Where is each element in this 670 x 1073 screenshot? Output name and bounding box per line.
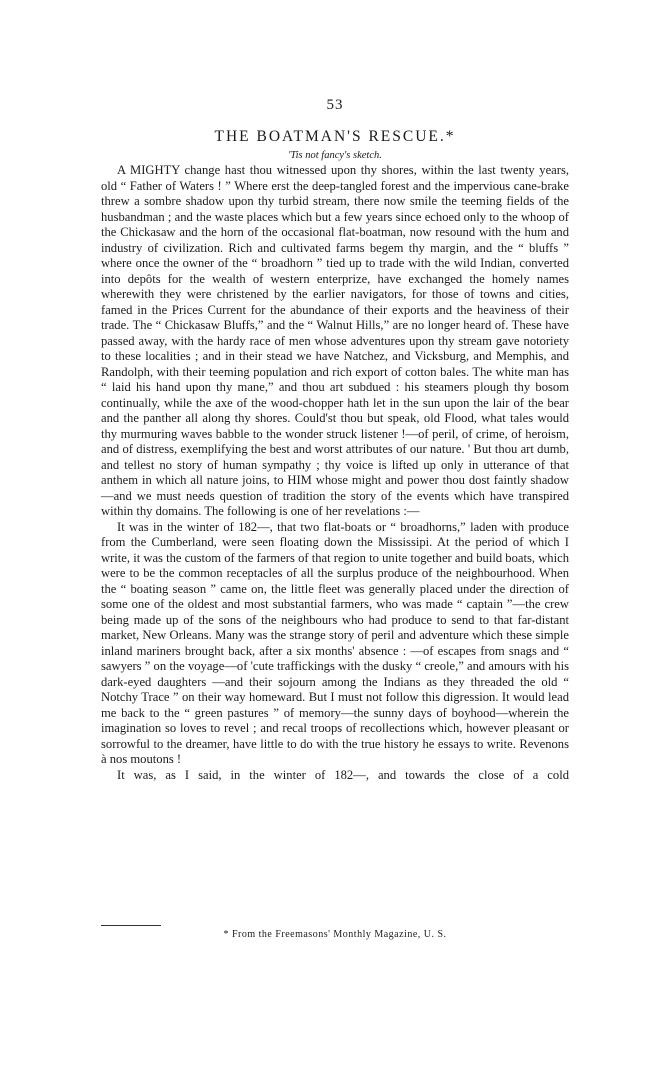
footnote: * From the Freemasons' Monthly Magazine, U. S. bbox=[223, 929, 447, 940]
chapter-title: THE BOATMAN'S RESCUE.* bbox=[214, 128, 456, 145]
paragraph: It was, as I said, in the winter of 182—, and towards the close of a cold bbox=[117, 767, 569, 782]
page-number: 53 bbox=[326, 97, 344, 113]
epigraph: 'Tis not fancy's sketch. bbox=[288, 150, 382, 161]
footnote-rule bbox=[101, 925, 161, 926]
paragraph: It was in the winter of 182—, that two flat-boats or “ broadhorns,” laden with produce from the Cumberland, were seen floating down the Mississipi. At the period of which I write, it was the custom of the farmers of that region to unite together and build boats, which were to be the common receptacles of all the surplus produce of the neighbourhood. When the “ boating season ” came on, the little fleet was generally placed under the direction of some one of the oldest and most substantial farmers, who was made “ captain ”—the crew being made up of the sons of the neighbours who had produce to send to that far-distant market, New Orleans. Many was the strange story of peril and adventure which these simple inland mariners brought back, after a six months' absence : —of escapes from snags and “ sawyers ” on the voyage—of 'cute traffickings with the dusky “ creole,” and amours with his dark-eyed daughters —and their sojourn among the Indians as they threaded the old “ Notchy Trace ” on their way homeward. But I must not follow this digression. It would lead me back to the “ green pastures ” of memory—the sunny days of boyhood—wherein the imagination so loves to revel ; and recal troops of recollections which, however pleasant or sorrowful to the dreamer, have little to do with the true history he essays to write. Revenons à nos moutons ! bbox=[101, 519, 569, 766]
body-text bbox=[101, 163, 569, 783]
paragraph: A MIGHTY change hast thou witnessed upon thy shores, within the last twenty years, old “ Father of Waters ! ” Where erst the deep-tangled forest and the impervious cane-brake threw a sombre shadow upon thy turbid stream, there now smile the teeming fields of the husbandman ; and the waste places which but a few years since echoed only to the whoop of the Chickasaw and the horn of the occasional flat-boatman, now resound with the hum and industry of civilization. Rich and cultivated farms begem thy margin, and the “ bluffs ” where once the owner of the “ broadhorn ” tied up to trade with the wild Indian, converted into depôts for the wealth of western enterprize, have exchanged the homely names wherewith they were christened by the earlier navigators, for those of towns and cities, famed in the Prices Current for the abundance of their exports and the heaviness of their trade. The “ Chickasaw Bluffs,” and the “ Walnut Hills,” are no longer heard of. These have passed away, with the hardy race of men whose adventures upon thy stream gave notoriety to these localities ; and in their stead we have Natchez, and Vicksburg, and Memphis, and Randolph, with their teeming population and rich export of cotton bales. The white man has “ laid his hand upon thy mane,” and thou art subdued : his steamers plough thy bosom continually, while the axe of the wood-chopper hath let in the sun upon the lair of the bear and the panther all along thy shores. Could'st thou but speak, old Flood, what tales would thy murmuring waves babble to the wonder struck listener !—of peril, of crime, of heroism, and of distress, exemplifying the best and worst attributes of our nature. ' But thou art dumb, and tellest no story of human sympathy ; thy voice is lifted up only in utterance of that anthem in which all nature joins, to HIM whose might and power thou dost faintly shadow —and we must needs question of tradition the story of the events which have transpired within thy domains. The following is one of her revelations :— bbox=[101, 163, 569, 518]
